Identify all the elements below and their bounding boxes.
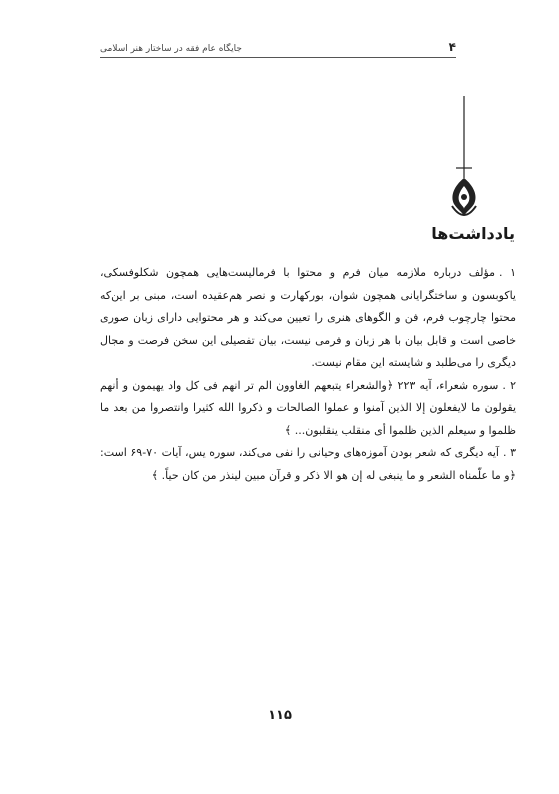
note-text: مؤلف درباره ملازمه میان فرم و محتوا با فرمالیست‌هایی همچون شکلوفسکی، یاکوبسون و ساختگرایانی همچون شوان، بورکهارت و نصر هم‌عقیده است، مبنی بر این‌که محتوا چارچوب فرم، فن و الگوهای هنری را تعیین می‌کند و هر محتوایی دارای زبان صوری خاصی است و قابل بیان با هر زبان و فرمی نیست، بیان تفصیلی این سخن فرصت و مجال دیگری را می‌طلبد و شایسته این مقام نیست.	[100, 266, 516, 369]
section-title: یادداشت‌ها	[431, 224, 515, 243]
note-text: آیه دیگری که شعر بودن آموزه‌های وحیانی را نفی می‌کند، سوره یس، آیات ۷۰-۶۹ است: ﴿و ما علّمناه الشعر و ما ینبغی له إن هو الا ذکر و قرآن مبین لینذر من کان حیاً. ﴾	[100, 446, 516, 482]
page-number: ۱۱۵	[268, 708, 292, 723]
note-number: ۲ .	[502, 378, 516, 392]
note-3	[100, 442, 516, 487]
ornament-icon	[444, 96, 484, 236]
note-number: ۳ .	[502, 446, 516, 459]
header-page-marker: ۴	[448, 40, 456, 54]
running-title: جایگاه عام فقه در ساختار هنر اسلامی	[100, 44, 242, 54]
running-header	[100, 40, 456, 58]
note-1	[100, 262, 516, 375]
note-text: سوره شعراء، آیه ۲۲۳ ﴿والشعراء یتبعهم الغاوون الم تر انهم فی کل واد یهیمون و أنهم یقولون ما لایفعلون إلا الذین آمنوا و عملوا الصالحات و ذکروا الله کثیرا وانتصروا من بعد ما ظلموا و سیعلم الذین ظلموا أی منقلب ینقلبون... ﴾	[100, 378, 516, 437]
note-2	[100, 375, 516, 443]
note-number: ۱ .	[499, 266, 516, 279]
notes-list	[100, 262, 516, 487]
